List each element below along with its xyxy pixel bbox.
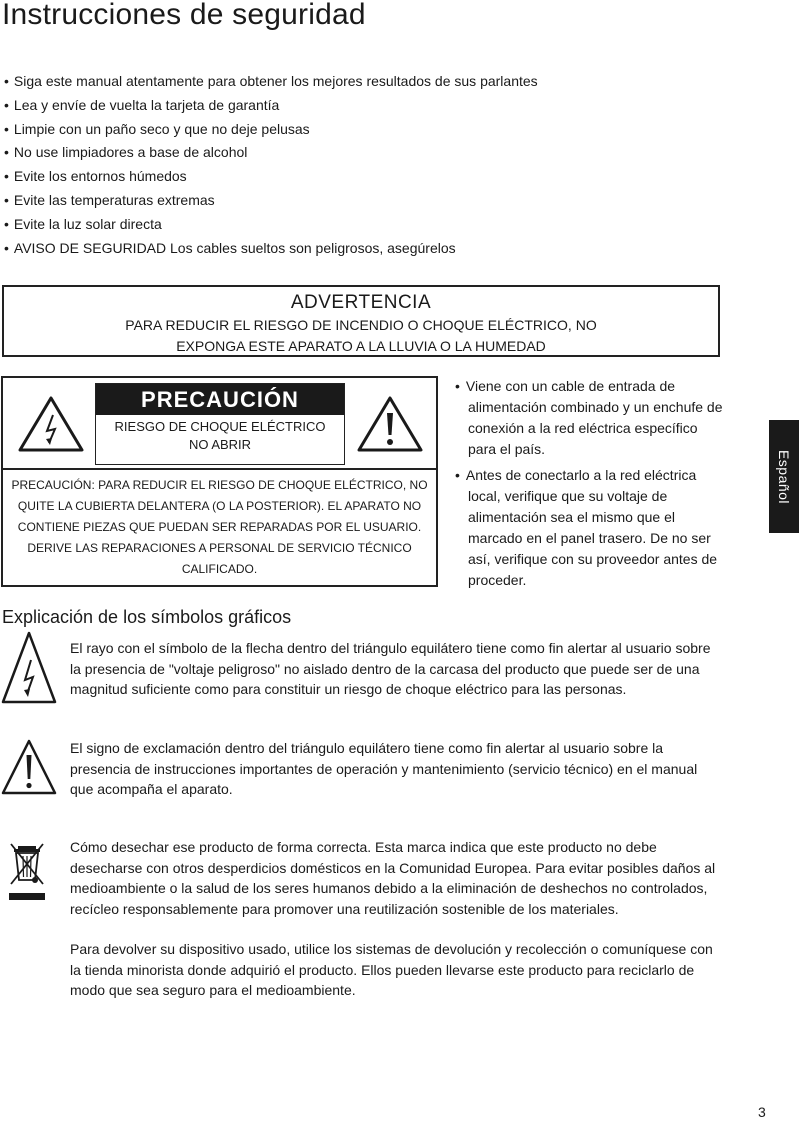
list-item: • Siga este manual atentamente para obtener los mejores resultados de sus parlantes — [4, 70, 538, 94]
disposal-description: Cómo desechar ese producto de forma correcta. Esta marca indica que este producto no debe desecharse con otros desperdicios domésticos en la Comunidad Europea. Para evitar posibles daños al medioambiente o la salud de los seres humanos debido a la eliminación de deshechos no controlados, recícleo responsablemente para promover una reutilización sostenible de los materiales. — [70, 839, 716, 917]
lightning-triangle-icon — [0, 630, 58, 706]
list-item: • Antes de conectarlo a la red eléctrica local, verifique que su voltaje de alimentación sea el mismo que el marcado en el panel trasero. De no ser así, verifique con su proveedor antes de proceder. — [455, 465, 725, 591]
caution-label-line-2: NO ABRIR — [188, 437, 252, 452]
lightning-symbol-description: El rayo con el símbolo de la flecha dentro del triángulo equilátero tiene como fin alertar al usuario sobre la presencia de "voltaje peligroso" no aislado dentro de la carcasa del producto que puede ser de una magnitud suficiente como para constituir un riesgo de choque eléctrico para las personas. — [70, 640, 711, 697]
caution-box-header — [3, 378, 436, 470]
caution-body: PRECAUCIÓN: PARA REDUCIR EL RIESGO DE CHOQUE ELÉCTRICO, NO QUITE LA CUBIERTA DELANTERA (O LA POSTERIOR). EL APARATO NO CONTIENE PIEZAS QUE PUEDAN SER REPARADAS POR EL USUARIO. DERIVE LAS REPARACIONES A PERSONAL DE SERVICIO TÉCNICO CALIFICADO. — [11, 478, 428, 576]
page-number: 3 — [758, 1104, 766, 1120]
language-tab — [769, 420, 799, 533]
symbols-section-title: Explicación de los símbolos gráficos — [2, 607, 292, 627]
warning-title: ADVERTENCIA — [290, 292, 432, 313]
list-item: • Limpie con un paño seco y que no deje pelusas — [4, 118, 538, 142]
caution-label — [95, 383, 345, 465]
crossed-out-bin-icon — [8, 840, 46, 902]
caution-label-line-1: RIESGO DE CHOQUE ELÉCTRICO — [114, 419, 326, 434]
language-tab-label: Español — [776, 449, 792, 504]
exclamation-triangle-icon — [0, 738, 58, 796]
safety-bullet-list — [4, 70, 538, 260]
warning-box — [2, 285, 720, 357]
list-item: • Viene con un cable de entrada de alimentación combinado y un enchufe de conexión a la red eléctrica específico para el país. — [455, 376, 725, 460]
exclamation-symbol-description: El signo de exclamación dentro del triángulo equilátero tiene como fin alertar al usuario sobre la presencia de instrucciones importantes de operación y mantenimiento (servicio técnico) en el manual que acompaña el aparato. — [70, 740, 698, 797]
warning-line-1: PARA REDUCIR EL RIESGO DE INCENDIO O CHOQUE ELÉCTRICO, NO — [125, 317, 597, 333]
list-item: • No use limpiadores a base de alcohol — [4, 141, 538, 165]
disposal-return-description: Para devolver su dispositivo usado, utilice los sistemas de devolución y recolección o comuníquese con la tienda minorista donde adquirió el producto. Ellos pueden llevarse este producto para reciclarlo de modo que sea seguro para el medioambiente. — [70, 941, 713, 998]
lightning-triangle-icon — [17, 395, 85, 453]
exclamation-triangle-icon — [356, 395, 424, 453]
page-title: Instrucciones de seguridad — [2, 0, 366, 31]
warning-line-2: EXPONGA ESTE APARATO A LA LLUVIA O LA HUMEDAD — [176, 338, 546, 354]
list-item: • AVISO DE SEGURIDAD Los cables sueltos son peligrosos, asegúrelos — [4, 237, 538, 261]
list-item: • Evite los entornos húmedos — [4, 165, 538, 189]
list-item: • Evite la luz solar directa — [4, 213, 538, 237]
caution-header: PRECAUCIÓN — [96, 384, 344, 415]
list-item: • Lea y envíe de vuelta la tarjeta de garantía — [4, 94, 538, 118]
caution-box — [1, 376, 438, 587]
power-notes — [455, 376, 725, 596]
list-item: • Evite las temperaturas extremas — [4, 189, 538, 213]
